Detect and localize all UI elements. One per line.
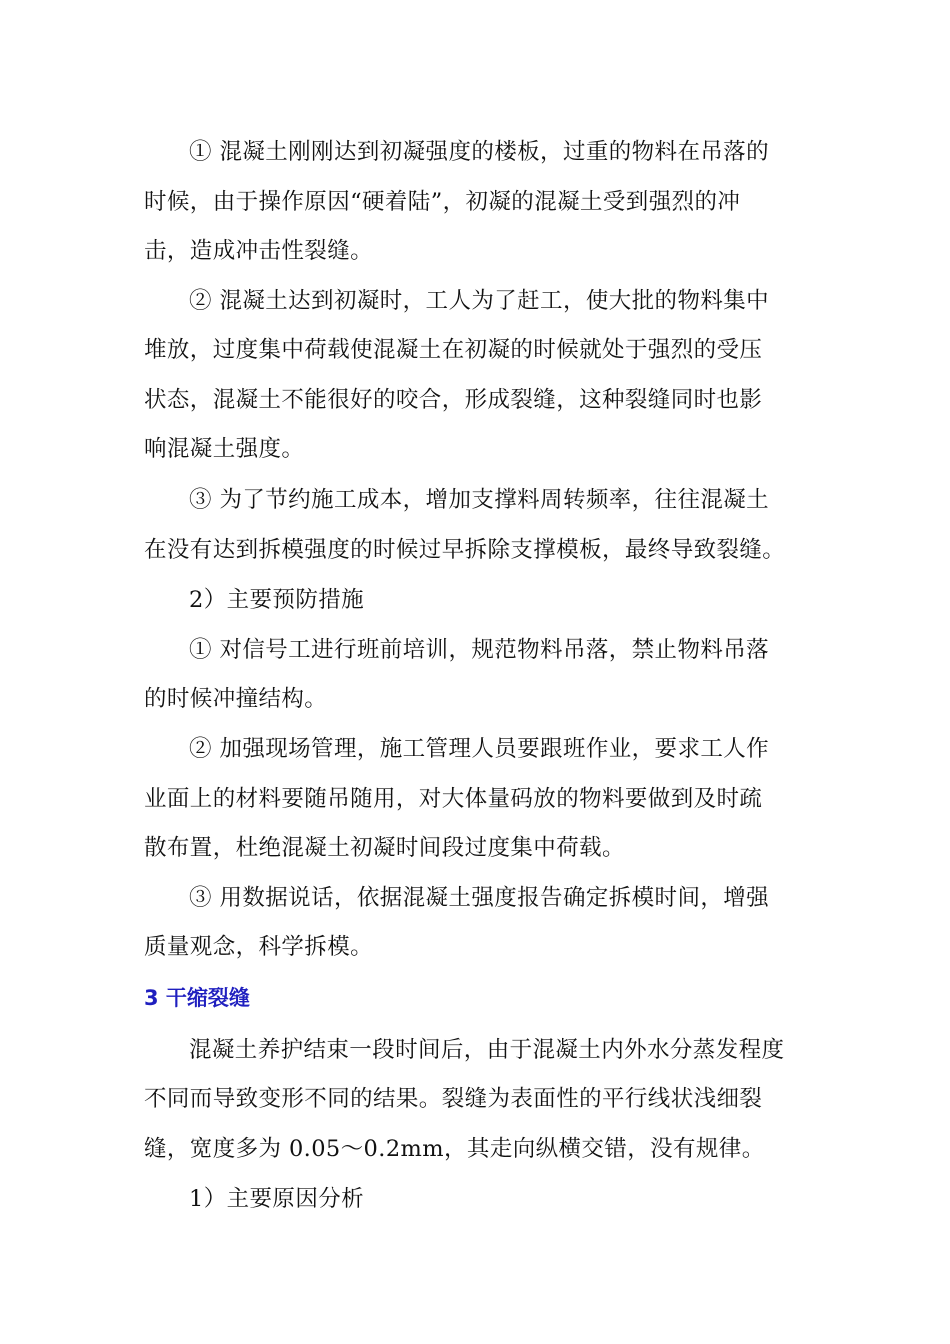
paragraph-2-line-4: 响混凝土强度。 [144, 436, 305, 462]
paragraph-5-line-2: 的时候冲撞结构。 [144, 686, 328, 712]
paragraph-3-line-1: ③ 为了节约施工成本，增加支撑料周转频率，往往混凝土 [189, 487, 770, 513]
subheading-cause-analysis: 1）主要原因分析 [189, 1186, 365, 1212]
paragraph-7-line-2: 质量观念，科学拆模。 [144, 934, 374, 960]
paragraph-3-line-2: 在没有达到拆模强度的时候过早拆除支撑模板，最终导致裂缝。 [144, 537, 786, 563]
paragraph-1-line-2: 时候，由于操作原因“硬着陆”，初凝的混凝土受到强烈的冲 [144, 189, 741, 215]
paragraph-8-line-2: 不同而导致变形不同的结果。裂缝为表面性的平行线状浅细裂 [144, 1086, 763, 1112]
paragraph-5-line-1: ① 对信号工进行班前培训，规范物料吊落，禁止物料吊落 [189, 637, 770, 663]
paragraph-8-line-1: 混凝土养护结束一段时间后，由于混凝土内外水分蒸发程度 [189, 1037, 785, 1063]
paragraph-6-line-1: ② 加强现场管理，施工管理人员要跟班作业，要求工人作 [189, 736, 770, 762]
paragraph-2-line-1: ② 混凝土达到初凝时，工人为了赶工，使大批的物料集中 [189, 288, 770, 314]
paragraph-6-line-3: 散布置，杜绝混凝土初凝时间段过度集中荷载。 [144, 835, 625, 861]
paragraph-7-line-1: ③ 用数据说话，依据混凝土强度报告确定拆模时间，增强 [189, 885, 770, 911]
paragraph-6-line-2: 业面上的材料要随吊随用，对大体量码放的物料要做到及时疏 [144, 786, 763, 812]
paragraph-1-line-1: ① 混凝土刚刚达到初凝强度的楼板，过重的物料在吊落的 [189, 139, 770, 165]
paragraph-2-line-3: 状态，混凝土不能很好的咬合，形成裂缝，这种裂缝同时也影 [144, 387, 763, 413]
paragraph-2-line-2: 堆放，过度集中荷载使混凝土在初凝的时候就处于强烈的受压 [144, 337, 763, 363]
section-heading-dry-shrinkage-cracks: 3 干缩裂缝 [144, 986, 250, 1010]
paragraph-1-line-3: 击，造成冲击性裂缝。 [144, 238, 374, 264]
subheading-prevention-measures: 2）主要预防措施 [189, 587, 365, 613]
paragraph-8-line-3: 缝，宽度多为 0.05～0.2mm，其走向纵横交错，没有规律。 [144, 1136, 765, 1162]
